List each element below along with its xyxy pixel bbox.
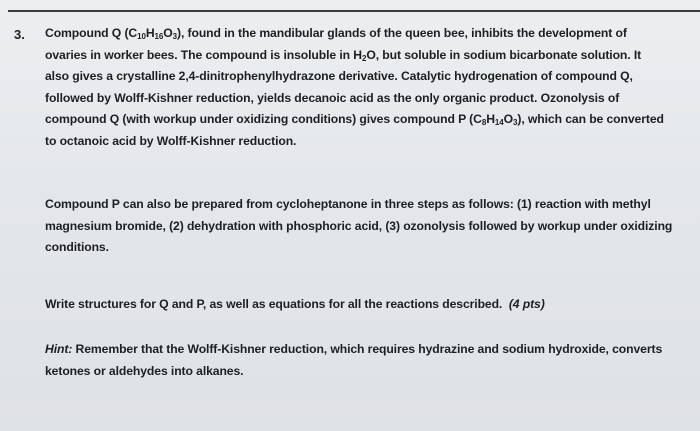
problem-line-6: to octanoic acid by Wolff-Kishner reduction.: [45, 133, 297, 148]
problem-line-1: [45, 23, 685, 45]
text-fragment: ), which can be converted: [517, 112, 664, 126]
problem-line-3: also gives a crystalline 2,4-dinitrophenylhydrazone derivative. Catalytic hydrogenation of compound Q,: [45, 69, 633, 83]
text-fragment: O, but soluble in sodium bicarbonate solution. It: [366, 47, 642, 62]
hint-label: Hint:: [45, 342, 73, 356]
task-paragraph: [45, 294, 685, 316]
text-fragment: H: [486, 112, 495, 126]
text-fragment: H: [145, 26, 155, 40]
task-line: [45, 294, 685, 316]
points-label: (4 pts): [508, 297, 545, 311]
subscript: 8: [481, 118, 487, 127]
subscript: 10: [137, 32, 146, 41]
synthesis-line-2: magnesium bromide, (2) dehydration with phosphoric acid, (3) ozonolysis followed by workup under oxidizing: [45, 218, 673, 233]
top-divider: [8, 10, 700, 12]
text-fragment: compound Q (with workup under oxidizing conditions) gives compound P (C: [45, 112, 482, 126]
synthesis-line-3: conditions.: [45, 240, 109, 254]
text-fragment: ovaries in worker bees. The compound is insoluble in H: [45, 47, 362, 62]
problem-line-5: [45, 109, 685, 131]
text-fragment: O: [503, 112, 513, 126]
hint-line-1: [45, 339, 685, 361]
hint-line-2: ketones or aldehydes into alkanes.: [45, 363, 244, 378]
subscript: 3: [513, 118, 518, 127]
subscript: 2: [361, 53, 367, 63]
text-fragment: ), found in the mandibular glands of the queen bee, inhibits the development of: [176, 26, 627, 40]
subscript: 14: [494, 118, 504, 127]
hint-paragraph: [45, 339, 685, 382]
synthesis-paragraph: [45, 194, 685, 259]
subscript: 3: [172, 32, 177, 41]
problem-line-4: followed by Wolff-Kishner reduction, yields decanoic acid as the only organic product. Ozonolysis of: [45, 90, 620, 105]
problem-paragraph: [45, 23, 685, 152]
question-number: 3.: [14, 27, 25, 42]
task-text: Write structures for Q and P, as well as equations for all the reactions described.: [45, 297, 503, 311]
subscript: 16: [154, 32, 164, 41]
problem-line-2: [45, 45, 685, 67]
synthesis-line-1: Compound P can also be prepared from cycloheptanone in three steps as follows: (1) reaction with methyl: [45, 197, 651, 211]
hint-text: Remember that the Wolff-Kishner reduction, which requires hydrazine and sodium hydroxide, converts: [72, 342, 663, 356]
text-fragment: O: [163, 26, 173, 40]
text-fragment: Compound Q (C: [45, 26, 138, 40]
